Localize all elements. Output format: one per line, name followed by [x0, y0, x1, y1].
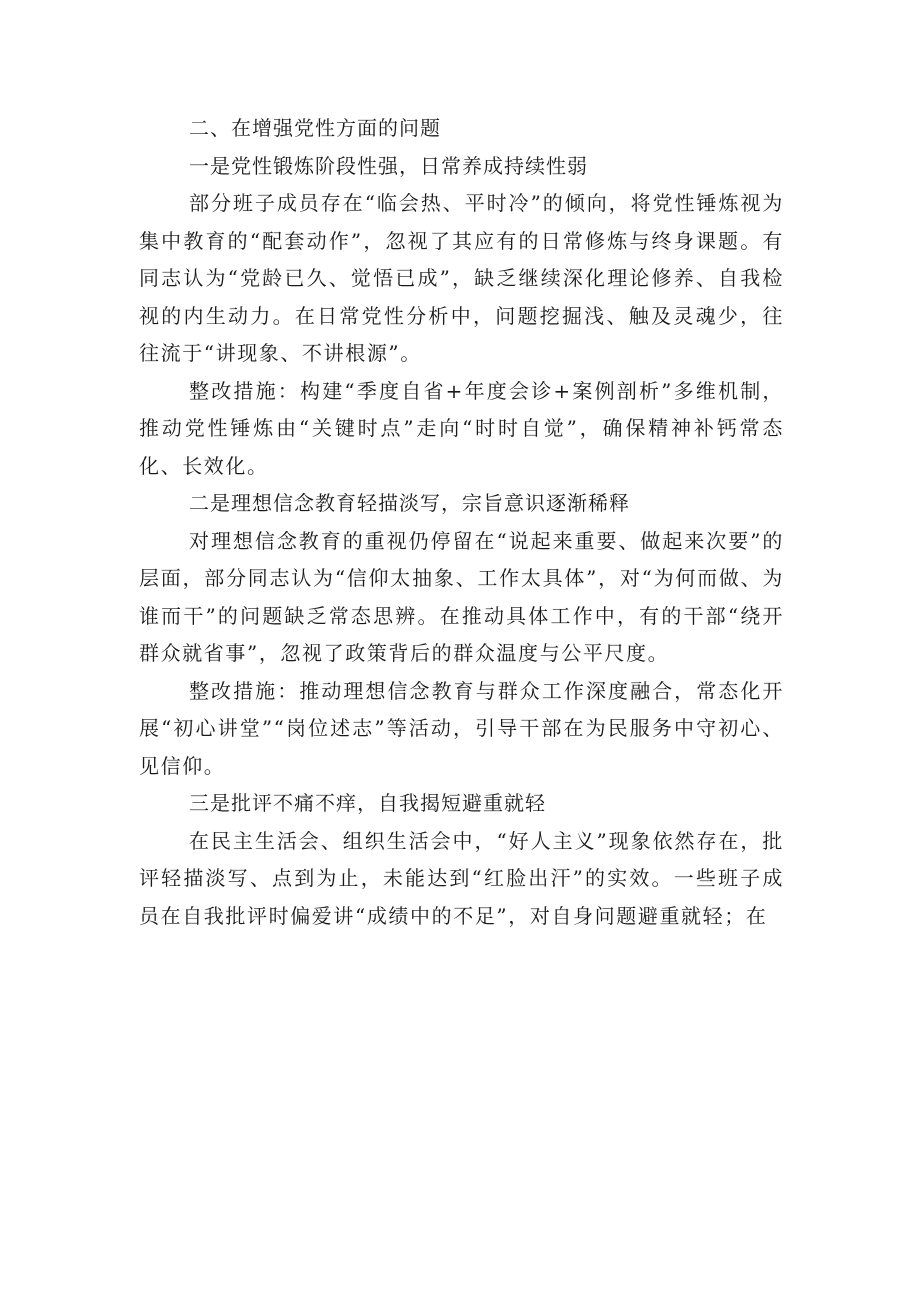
item-3-problem: 在民主生活会、组织生活会中，“好人主义”现象依然存在，批评轻描淡写、点到为止，未能达到“红脸出汗”的实效。一些班子成员在自我批评时偏爱讲“成绩中的不足”，对自身问题避重就轻；在 — [139, 828, 784, 928]
section-title: 二、在增强党性方面的问题 — [189, 116, 441, 140]
item-2-measure: 整改措施：推动理想信念教育与群众工作深度融合，常态化开展“初心讲堂”“岗位述志”等活动，引导干部在为民服务中守初心、见信仰。 — [139, 678, 784, 778]
item-1-problem: 部分班子成员存在“临会热、平时冷”的倾向，将党性锤炼视为集中教育的“配套动作”，忽视了其应有的日常修炼与终身课题。有同志认为“党龄已久、觉悟已成”，缺乏继续深化理论修养、自我检视的内生动力。在日常党性分析中，问题挖掘浅、触及灵魂少，往往流于“讲现象、不讲根源”。 — [139, 191, 784, 365]
item-2-problem: 对理想信念教育的重视仍停留在“说起来重要、做起来次要”的层面，部分同志认为“信仰太抽象、工作太具体”，对“为何而做、为谁而干”的问题缺乏常态思辨。在推动具体工作中，有的干部“绕开群众就省事”，忽视了政策背后的群众温度与公平尺度。 — [139, 528, 784, 665]
item-2-heading: 二是理想信念教育轻描淡写，宗旨意识逐渐稀释 — [189, 491, 630, 515]
document-body — [139, 110, 784, 935]
item-1-heading: 一是党性锻炼阶段性强，日常养成持续性弱 — [189, 153, 588, 178]
item-3-heading: 三是批评不痛不痒，自我揭短避重就轻 — [189, 791, 546, 815]
item-1-measure: 整改措施：构建“季度自省+年度会诊+案例剖析”多维机制，推动党性锤炼由“关键时点”走向“时时自觉”，确保精神补钙常态化、长效化。 — [139, 378, 784, 478]
